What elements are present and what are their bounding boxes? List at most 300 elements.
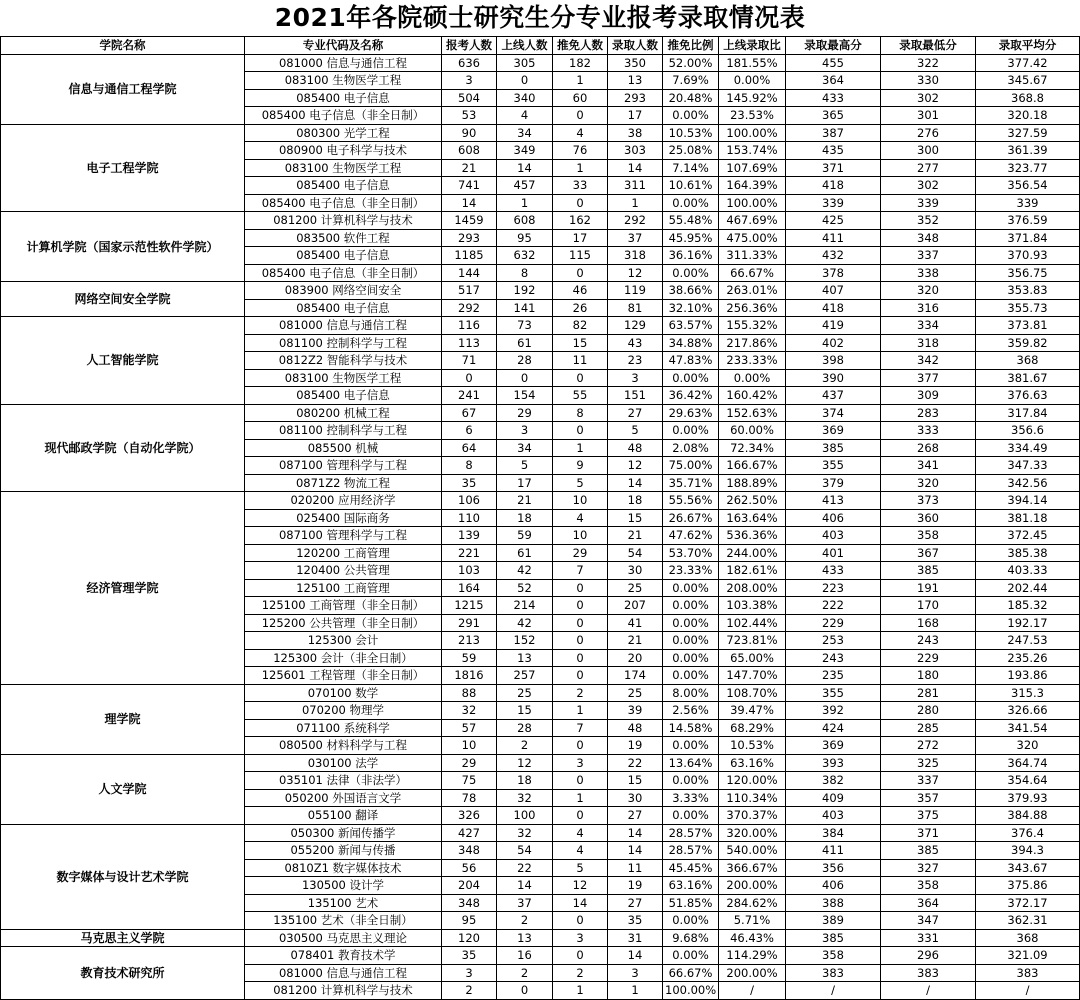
major-cell: 080300 光学工程 [245, 124, 442, 142]
passed-cell: 61 [497, 334, 553, 352]
college-name-cell: 数字媒体与设计艺术学院 [1, 824, 245, 929]
pass-admit-ratio-cell: 164.39% [719, 177, 786, 195]
avg-score-cell: 247.53 [976, 632, 1080, 650]
exempt-ratio-cell: 32.10% [663, 299, 719, 317]
exempt-cell: 33 [553, 177, 608, 195]
avg-score-cell: 327.59 [976, 124, 1080, 142]
exempt-cell: 1 [553, 982, 608, 1000]
applicants-cell: 1459 [442, 212, 497, 230]
major-cell: 035101 法律（非法学） [245, 772, 442, 790]
exempt-cell: 115 [553, 247, 608, 265]
avg-score-cell: 376.63 [976, 387, 1080, 405]
avg-score-cell: 368 [976, 929, 1080, 947]
max-score-cell: 355 [786, 457, 881, 475]
avg-score-cell: 341.54 [976, 719, 1080, 737]
pass-admit-ratio-cell: 0.00% [719, 369, 786, 387]
max-score-cell: 385 [786, 439, 881, 457]
applicants-cell: 3 [442, 964, 497, 982]
min-score-cell: 338 [881, 264, 976, 282]
exempt-ratio-cell: 36.16% [663, 247, 719, 265]
avg-score-cell: 375.86 [976, 877, 1080, 895]
major-cell: 083100 生物医学工程 [245, 369, 442, 387]
exempt-ratio-cell: 9.68% [663, 929, 719, 947]
major-cell: 081000 信息与通信工程 [245, 964, 442, 982]
applicants-cell: 1185 [442, 247, 497, 265]
applicants-cell: 35 [442, 947, 497, 965]
exempt-ratio-cell: 0.00% [663, 614, 719, 632]
exempt-ratio-cell: 29.63% [663, 404, 719, 422]
pass-admit-ratio-cell: 536.36% [719, 527, 786, 545]
pass-admit-ratio-cell: 0.00% [719, 72, 786, 90]
major-cell: 125100 工商管理（非全日制） [245, 597, 442, 615]
major-cell: 087100 管理科学与工程 [245, 527, 442, 545]
major-cell: 125300 会计 [245, 632, 442, 650]
min-score-cell: 180 [881, 667, 976, 685]
passed-cell: 73 [497, 317, 553, 335]
pass-admit-ratio-cell: 540.00% [719, 842, 786, 860]
avg-score-cell: 343.67 [976, 859, 1080, 877]
max-score-cell: 385 [786, 929, 881, 947]
admitted-cell: 21 [608, 632, 663, 650]
avg-score-cell: 372.17 [976, 894, 1080, 912]
exempt-cell: 2 [553, 964, 608, 982]
exempt-cell: 2 [553, 684, 608, 702]
admitted-cell: 15 [608, 772, 663, 790]
max-score-cell: 374 [786, 404, 881, 422]
exempt-ratio-cell: 47.62% [663, 527, 719, 545]
exempt-cell: 0 [553, 632, 608, 650]
min-score-cell: / [881, 982, 976, 1000]
applicants-cell: 21 [442, 159, 497, 177]
admitted-cell: 30 [608, 789, 663, 807]
avg-score-cell: 383 [976, 964, 1080, 982]
pass-admit-ratio-cell: 370.37% [719, 807, 786, 825]
pass-admit-ratio-cell: 65.00% [719, 649, 786, 667]
table-row [1, 404, 1080, 422]
min-score-cell: 337 [881, 247, 976, 265]
passed-cell: 2 [497, 912, 553, 930]
admitted-cell: 5 [608, 422, 663, 440]
avg-score-cell: 320 [976, 737, 1080, 755]
exempt-ratio-cell: 28.57% [663, 842, 719, 860]
passed-cell: 2 [497, 964, 553, 982]
exempt-ratio-cell: 7.14% [663, 159, 719, 177]
max-score-cell: 222 [786, 597, 881, 615]
major-cell: 055100 翻译 [245, 807, 442, 825]
pass-admit-ratio-cell: 163.64% [719, 509, 786, 527]
pass-admit-ratio-cell: 233.33% [719, 352, 786, 370]
max-score-cell: 455 [786, 54, 881, 72]
major-cell: 085400 电子信息 [245, 177, 442, 195]
college-name-cell: 人文学院 [1, 754, 245, 824]
min-score-cell: 296 [881, 947, 976, 965]
max-score-cell: 411 [786, 842, 881, 860]
exempt-cell: 10 [553, 527, 608, 545]
applicants-cell: 504 [442, 89, 497, 107]
max-score-cell: 356 [786, 859, 881, 877]
pass-admit-ratio-cell: 284.62% [719, 894, 786, 912]
pass-admit-ratio-cell: 46.43% [719, 929, 786, 947]
min-score-cell: 280 [881, 702, 976, 720]
passed-cell: 52 [497, 579, 553, 597]
admitted-cell: 293 [608, 89, 663, 107]
admitted-cell: 151 [608, 387, 663, 405]
table-row [1, 212, 1080, 230]
pass-admit-ratio-cell: 63.16% [719, 754, 786, 772]
pass-admit-ratio-cell: 467.69% [719, 212, 786, 230]
applicants-cell: 741 [442, 177, 497, 195]
exempt-cell: 9 [553, 457, 608, 475]
applicants-cell: 103 [442, 562, 497, 580]
exempt-ratio-cell: 10.53% [663, 124, 719, 142]
major-cell: 055200 新闻与传播 [245, 842, 442, 860]
max-score-cell: 223 [786, 579, 881, 597]
exempt-cell: 3 [553, 929, 608, 947]
min-score-cell: 168 [881, 614, 976, 632]
passed-cell: 457 [497, 177, 553, 195]
avg-score-cell: 379.93 [976, 789, 1080, 807]
exempt-cell: 4 [553, 124, 608, 142]
max-score-cell: 371 [786, 159, 881, 177]
applicants-cell: 88 [442, 684, 497, 702]
min-score-cell: 268 [881, 439, 976, 457]
max-score-cell: 355 [786, 684, 881, 702]
exempt-cell: 11 [553, 352, 608, 370]
passed-cell: 5 [497, 457, 553, 475]
major-cell: 0810Z1 数字媒体技术 [245, 859, 442, 877]
major-cell: 135100 艺术（非全日制） [245, 912, 442, 930]
avg-score-cell: 385.38 [976, 544, 1080, 562]
pass-admit-ratio-cell: 188.89% [719, 474, 786, 492]
applicants-cell: 3 [442, 72, 497, 90]
admitted-cell: 14 [608, 474, 663, 492]
passed-cell: 100 [497, 807, 553, 825]
exempt-cell: 0 [553, 579, 608, 597]
exempt-ratio-cell: 0.00% [663, 737, 719, 755]
avg-score-cell: 384.88 [976, 807, 1080, 825]
min-score-cell: 320 [881, 474, 976, 492]
max-score-cell: 406 [786, 509, 881, 527]
passed-cell: 18 [497, 772, 553, 790]
max-score-cell: 339 [786, 194, 881, 212]
admission-table [0, 36, 1080, 1000]
exempt-ratio-cell: 63.57% [663, 317, 719, 335]
table-row [1, 317, 1080, 335]
passed-cell: 14 [497, 159, 553, 177]
min-score-cell: 358 [881, 527, 976, 545]
exempt-ratio-cell: 0.00% [663, 667, 719, 685]
applicants-cell: 427 [442, 824, 497, 842]
major-cell: 120400 公共管理 [245, 562, 442, 580]
applicants-cell: 53 [442, 107, 497, 125]
header-applicants: 报考人数 [442, 37, 497, 55]
passed-cell: 0 [497, 72, 553, 90]
exempt-ratio-cell: 52.00% [663, 54, 719, 72]
admitted-cell: 1 [608, 194, 663, 212]
admitted-cell: 21 [608, 527, 663, 545]
avg-score-cell: 403.33 [976, 562, 1080, 580]
avg-score-cell: 192.17 [976, 614, 1080, 632]
avg-score-cell: 381.18 [976, 509, 1080, 527]
applicants-cell: 29 [442, 754, 497, 772]
exempt-ratio-cell: 0.00% [663, 807, 719, 825]
exempt-cell: 17 [553, 229, 608, 247]
exempt-ratio-cell: 23.33% [663, 562, 719, 580]
applicants-cell: 95 [442, 912, 497, 930]
pass-admit-ratio-cell: 160.42% [719, 387, 786, 405]
pass-admit-ratio-cell: 366.67% [719, 859, 786, 877]
major-cell: 085400 电子信息 [245, 299, 442, 317]
passed-cell: 22 [497, 859, 553, 877]
exempt-ratio-cell: 28.57% [663, 824, 719, 842]
min-score-cell: 229 [881, 649, 976, 667]
exempt-cell: 4 [553, 509, 608, 527]
applicants-cell: 144 [442, 264, 497, 282]
table-row [1, 282, 1080, 300]
passed-cell: 632 [497, 247, 553, 265]
max-score-cell: 406 [786, 877, 881, 895]
min-score-cell: 272 [881, 737, 976, 755]
applicants-cell: 204 [442, 877, 497, 895]
passed-cell: 42 [497, 562, 553, 580]
page-title: 2021年各院硕士研究生分专业报考录取情况表 [274, 3, 806, 32]
admitted-cell: 1 [608, 982, 663, 1000]
applicants-cell: 120 [442, 929, 497, 947]
min-score-cell: 352 [881, 212, 976, 230]
pass-admit-ratio-cell: 102.44% [719, 614, 786, 632]
major-cell: 0812Z2 智能科学与技术 [245, 352, 442, 370]
admitted-cell: 174 [608, 667, 663, 685]
exempt-ratio-cell: 0.00% [663, 422, 719, 440]
admitted-cell: 12 [608, 457, 663, 475]
passed-cell: 17 [497, 474, 553, 492]
college-name-cell: 网络空间安全学院 [1, 282, 245, 317]
exempt-cell: 60 [553, 89, 608, 107]
table-body [1, 54, 1080, 999]
min-score-cell: 342 [881, 352, 976, 370]
major-cell: 070200 物理学 [245, 702, 442, 720]
exempt-ratio-cell: 55.56% [663, 492, 719, 510]
exempt-cell: 55 [553, 387, 608, 405]
avg-score-cell: 376.59 [976, 212, 1080, 230]
applicants-cell: 293 [442, 229, 497, 247]
exempt-ratio-cell: 100.00% [663, 982, 719, 1000]
min-score-cell: 383 [881, 964, 976, 982]
admitted-cell: 14 [608, 824, 663, 842]
pass-admit-ratio-cell: 110.34% [719, 789, 786, 807]
max-score-cell: 403 [786, 527, 881, 545]
major-cell: 081100 控制科学与工程 [245, 422, 442, 440]
max-score-cell: 365 [786, 107, 881, 125]
pass-admit-ratio-cell: 182.61% [719, 562, 786, 580]
exempt-cell: 0 [553, 194, 608, 212]
avg-score-cell: 202.44 [976, 579, 1080, 597]
applicants-cell: 35 [442, 474, 497, 492]
college-name-cell: 信息与通信工程学院 [1, 54, 245, 124]
applicants-cell: 10 [442, 737, 497, 755]
max-score-cell: 419 [786, 317, 881, 335]
admitted-cell: 3 [608, 964, 663, 982]
avg-score-cell: 368.8 [976, 89, 1080, 107]
applicants-cell: 221 [442, 544, 497, 562]
avg-score-cell: 185.32 [976, 597, 1080, 615]
major-cell: 078401 教育技术学 [245, 947, 442, 965]
admitted-cell: 19 [608, 877, 663, 895]
admitted-cell: 54 [608, 544, 663, 562]
avg-score-cell: 334.49 [976, 439, 1080, 457]
avg-score-cell: 347.33 [976, 457, 1080, 475]
college-name-cell: 理学院 [1, 684, 245, 754]
exempt-ratio-cell: 2.08% [663, 439, 719, 457]
applicants-cell: 1215 [442, 597, 497, 615]
pass-admit-ratio-cell: 100.00% [719, 124, 786, 142]
max-score-cell: 229 [786, 614, 881, 632]
avg-score-cell: 376.4 [976, 824, 1080, 842]
college-name-cell: 计算机学院（国家示范性软件学院） [1, 212, 245, 282]
passed-cell: 305 [497, 54, 553, 72]
pass-admit-ratio-cell: 311.33% [719, 247, 786, 265]
passed-cell: 34 [497, 124, 553, 142]
exempt-cell: 5 [553, 859, 608, 877]
college-name-cell: 电子工程学院 [1, 124, 245, 212]
exempt-cell: 14 [553, 894, 608, 912]
max-score-cell: / [786, 982, 881, 1000]
exempt-ratio-cell: 0.00% [663, 194, 719, 212]
major-cell: 081000 信息与通信工程 [245, 54, 442, 72]
max-score-cell: 388 [786, 894, 881, 912]
pass-admit-ratio-cell: 262.50% [719, 492, 786, 510]
avg-score-cell: 373.81 [976, 317, 1080, 335]
applicants-cell: 291 [442, 614, 497, 632]
exempt-cell: 0 [553, 264, 608, 282]
major-cell: 080900 电子科学与技术 [245, 142, 442, 160]
exempt-ratio-cell: 0.00% [663, 632, 719, 650]
exempt-cell: 162 [553, 212, 608, 230]
applicants-cell: 71 [442, 352, 497, 370]
avg-score-cell: 381.67 [976, 369, 1080, 387]
avg-score-cell: 377.42 [976, 54, 1080, 72]
pass-admit-ratio-cell: 108.70% [719, 684, 786, 702]
admitted-cell: 18 [608, 492, 663, 510]
major-cell: 085400 电子信息 [245, 387, 442, 405]
applicants-cell: 608 [442, 142, 497, 160]
exempt-cell: 5 [553, 474, 608, 492]
passed-cell: 0 [497, 369, 553, 387]
passed-cell: 54 [497, 842, 553, 860]
college-name-cell: 人工智能学院 [1, 317, 245, 405]
exempt-cell: 0 [553, 912, 608, 930]
pass-admit-ratio-cell: 208.00% [719, 579, 786, 597]
max-score-cell: 243 [786, 649, 881, 667]
pass-admit-ratio-cell: 217.86% [719, 334, 786, 352]
exempt-cell: 0 [553, 772, 608, 790]
max-score-cell: 390 [786, 369, 881, 387]
min-score-cell: 309 [881, 387, 976, 405]
max-score-cell: 432 [786, 247, 881, 265]
pass-admit-ratio-cell: 10.53% [719, 737, 786, 755]
major-cell: 030500 马克思主义理论 [245, 929, 442, 947]
max-score-cell: 358 [786, 947, 881, 965]
major-cell: 085400 电子信息（非全日制） [245, 107, 442, 125]
avg-score-cell: 394.14 [976, 492, 1080, 510]
admitted-cell: 39 [608, 702, 663, 720]
min-score-cell: 281 [881, 684, 976, 702]
header-pass-admit-ratio: 上线录取比 [719, 37, 786, 55]
pass-admit-ratio-cell: 181.55% [719, 54, 786, 72]
major-cell: 050200 外国语言文学 [245, 789, 442, 807]
min-score-cell: 331 [881, 929, 976, 947]
avg-score-cell: 342.56 [976, 474, 1080, 492]
min-score-cell: 358 [881, 877, 976, 895]
admitted-cell: 23 [608, 352, 663, 370]
max-score-cell: 424 [786, 719, 881, 737]
avg-score-cell: 345.67 [976, 72, 1080, 90]
avg-score-cell: 353.83 [976, 282, 1080, 300]
avg-score-cell: 356.6 [976, 422, 1080, 440]
major-cell: 085500 机械 [245, 439, 442, 457]
applicants-cell: 56 [442, 859, 497, 877]
avg-score-cell: 339 [976, 194, 1080, 212]
major-cell: 125200 公共管理（非全日制） [245, 614, 442, 632]
avg-score-cell: 235.26 [976, 649, 1080, 667]
avg-score-cell: 326.66 [976, 702, 1080, 720]
admitted-cell: 19 [608, 737, 663, 755]
admitted-cell: 17 [608, 107, 663, 125]
max-score-cell: 407 [786, 282, 881, 300]
exempt-cell: 0 [553, 107, 608, 125]
avg-score-cell: 321.09 [976, 947, 1080, 965]
exempt-ratio-cell: 0.00% [663, 107, 719, 125]
admitted-cell: 48 [608, 719, 663, 737]
exempt-ratio-cell: 66.67% [663, 964, 719, 982]
college-name-cell: 经济管理学院 [1, 492, 245, 685]
pass-admit-ratio-cell: 100.00% [719, 194, 786, 212]
major-cell: 135100 艺术 [245, 894, 442, 912]
min-score-cell: 385 [881, 842, 976, 860]
passed-cell: 3 [497, 422, 553, 440]
passed-cell: 13 [497, 929, 553, 947]
exempt-cell: 0 [553, 369, 608, 387]
min-score-cell: 302 [881, 89, 976, 107]
applicants-cell: 116 [442, 317, 497, 335]
table-row [1, 754, 1080, 772]
table-row [1, 684, 1080, 702]
exempt-cell: 3 [553, 754, 608, 772]
min-score-cell: 320 [881, 282, 976, 300]
table-row [1, 492, 1080, 510]
passed-cell: 4 [497, 107, 553, 125]
min-score-cell: 385 [881, 562, 976, 580]
passed-cell: 18 [497, 509, 553, 527]
pass-admit-ratio-cell: 475.00% [719, 229, 786, 247]
header-exempt: 推免人数 [553, 37, 608, 55]
pass-admit-ratio-cell: 166.67% [719, 457, 786, 475]
admitted-cell: 14 [608, 947, 663, 965]
min-score-cell: 327 [881, 859, 976, 877]
pass-admit-ratio-cell: 39.47% [719, 702, 786, 720]
exempt-ratio-cell: 0.00% [663, 772, 719, 790]
admitted-cell: 13 [608, 72, 663, 90]
admitted-cell: 35 [608, 912, 663, 930]
max-score-cell: 387 [786, 124, 881, 142]
pass-admit-ratio-cell: 263.01% [719, 282, 786, 300]
max-score-cell: 253 [786, 632, 881, 650]
exempt-ratio-cell: 26.67% [663, 509, 719, 527]
exempt-ratio-cell: 55.48% [663, 212, 719, 230]
exempt-cell: 82 [553, 317, 608, 335]
min-score-cell: 375 [881, 807, 976, 825]
major-cell: 085400 电子信息 [245, 89, 442, 107]
